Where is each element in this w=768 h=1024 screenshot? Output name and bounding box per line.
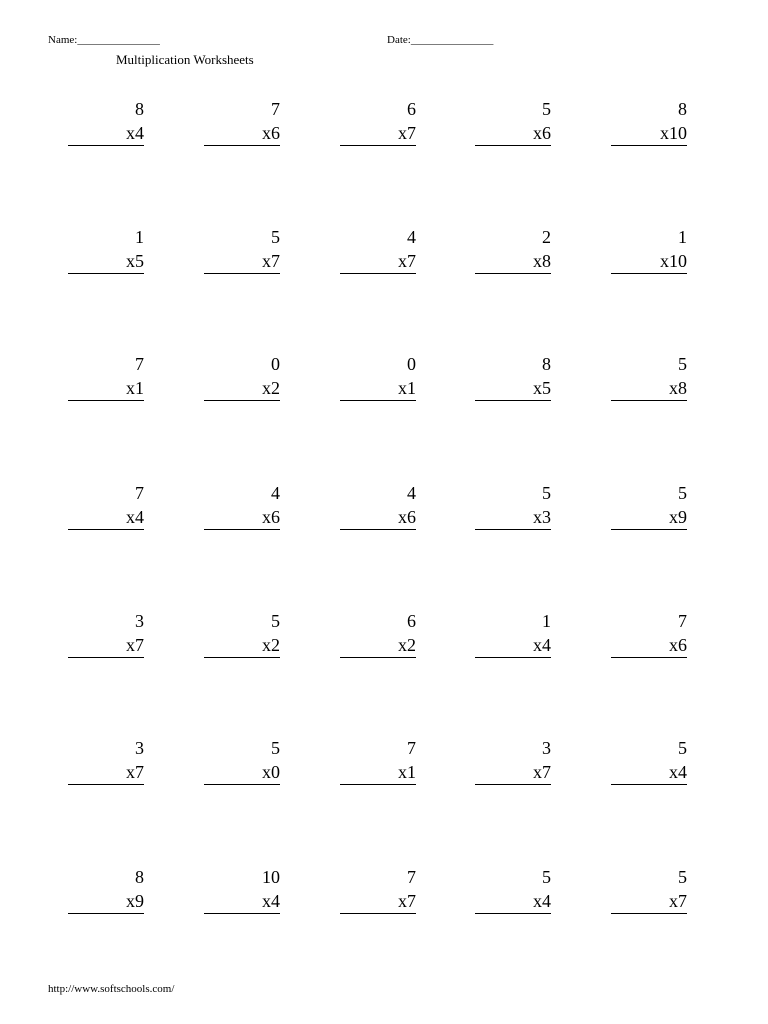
- problem-multiplicand: 4: [407, 483, 416, 503]
- problem-multiplier: x9: [611, 505, 687, 530]
- multiplication-problem: [475, 481, 551, 530]
- multiplication-problem: [340, 97, 416, 146]
- multiplication-problem: [68, 736, 144, 785]
- multiplication-problem: [475, 609, 551, 658]
- problem-multiplicand: 8: [135, 99, 144, 119]
- date-field-label: Date:_______________: [387, 34, 494, 46]
- multiplication-problem: [340, 865, 416, 914]
- problem-multiplier: x6: [340, 505, 416, 530]
- problem-multiplier: x7: [68, 760, 144, 785]
- problem-multiplier: x10: [611, 249, 687, 274]
- multiplication-problem: [611, 865, 687, 914]
- problem-multiplicand: 5: [678, 483, 687, 503]
- problem-multiplier: x4: [475, 633, 551, 658]
- problem-multiplier: x2: [204, 633, 280, 658]
- problem-multiplier: x2: [340, 633, 416, 658]
- problem-multiplicand: 3: [135, 738, 144, 758]
- multiplication-problem: [611, 225, 687, 274]
- problem-multiplicand: 7: [135, 483, 144, 503]
- problem-multiplicand: 5: [271, 738, 280, 758]
- problem-multiplier: x4: [68, 121, 144, 146]
- problem-multiplier: x5: [68, 249, 144, 274]
- problem-multiplicand: 8: [135, 867, 144, 887]
- problem-multiplier: x1: [340, 760, 416, 785]
- problem-multiplier: x6: [475, 121, 551, 146]
- multiplication-problem: [340, 736, 416, 785]
- problem-multiplicand: 3: [542, 738, 551, 758]
- problem-multiplier: x1: [340, 376, 416, 401]
- problem-multiplicand: 7: [678, 611, 687, 631]
- problem-multiplicand: 3: [135, 611, 144, 631]
- problem-multiplicand: 7: [407, 738, 416, 758]
- multiplication-problem: [204, 352, 280, 401]
- multiplication-problem: [611, 352, 687, 401]
- name-field-label: Name:_______________: [48, 34, 160, 46]
- problem-multiplier: x8: [475, 249, 551, 274]
- multiplication-problem: [68, 97, 144, 146]
- problem-multiplicand: 8: [542, 354, 551, 374]
- multiplication-problem: [340, 609, 416, 658]
- multiplication-problem: [68, 352, 144, 401]
- problem-multiplier: x8: [611, 376, 687, 401]
- multiplication-problem: [611, 481, 687, 530]
- problem-multiplicand: 5: [271, 611, 280, 631]
- problem-multiplicand: 2: [542, 227, 551, 247]
- problem-multiplicand: 4: [271, 483, 280, 503]
- problem-multiplier: x7: [340, 889, 416, 914]
- multiplication-problem: [68, 609, 144, 658]
- problem-multiplicand: 0: [407, 354, 416, 374]
- problem-multiplier: x6: [204, 121, 280, 146]
- problem-multiplicand: 1: [678, 227, 687, 247]
- multiplication-problem: [68, 481, 144, 530]
- problem-multiplier: x1: [68, 376, 144, 401]
- problem-multiplier: x6: [204, 505, 280, 530]
- multiplication-problem: [204, 736, 280, 785]
- problem-multiplier: x4: [68, 505, 144, 530]
- problem-multiplier: x7: [204, 249, 280, 274]
- multiplication-problem: [475, 97, 551, 146]
- problem-multiplier: x4: [204, 889, 280, 914]
- problem-multiplier: x7: [475, 760, 551, 785]
- multiplication-problem: [340, 352, 416, 401]
- problem-multiplicand: 5: [678, 738, 687, 758]
- multiplication-problem: [611, 97, 687, 146]
- problem-multiplier: x4: [475, 889, 551, 914]
- problem-multiplicand: 7: [135, 354, 144, 374]
- multiplication-problem: [611, 736, 687, 785]
- problem-multiplier: x5: [475, 376, 551, 401]
- problem-multiplicand: 5: [542, 483, 551, 503]
- problem-multiplier: x7: [340, 121, 416, 146]
- problem-multiplicand: 6: [407, 611, 416, 631]
- problem-multiplicand: 6: [407, 99, 416, 119]
- problem-multiplicand: 8: [678, 99, 687, 119]
- multiplication-problem: [68, 225, 144, 274]
- problem-multiplicand: 5: [678, 867, 687, 887]
- multiplication-problem: [204, 865, 280, 914]
- problem-multiplicand: 5: [678, 354, 687, 374]
- multiplication-problem: [475, 865, 551, 914]
- problem-multiplier: x4: [611, 760, 687, 785]
- multiplication-problem: [475, 736, 551, 785]
- problem-multiplicand: 5: [542, 867, 551, 887]
- problem-multiplicand: 4: [407, 227, 416, 247]
- problem-multiplier: x7: [68, 633, 144, 658]
- problem-multiplicand: 10: [262, 867, 280, 887]
- multiplication-problem: [68, 865, 144, 914]
- multiplication-problem: [340, 481, 416, 530]
- problem-multiplier: x10: [611, 121, 687, 146]
- problem-multiplier: x7: [340, 249, 416, 274]
- problem-multiplier: x7: [611, 889, 687, 914]
- multiplication-problem: [340, 225, 416, 274]
- multiplication-problem: [611, 609, 687, 658]
- problem-multiplicand: 0: [271, 354, 280, 374]
- multiplication-problem: [204, 97, 280, 146]
- problem-multiplicand: 1: [135, 227, 144, 247]
- problem-multiplier: x9: [68, 889, 144, 914]
- problem-multiplier: x6: [611, 633, 687, 658]
- problem-multiplicand: 5: [271, 227, 280, 247]
- multiplication-problem: [475, 352, 551, 401]
- worksheet-title: Multiplication Worksheets: [116, 52, 254, 67]
- footer-url: http://www.softschools.com/: [48, 983, 175, 995]
- problem-multiplicand: 7: [271, 99, 280, 119]
- multiplication-problem: [475, 225, 551, 274]
- problem-multiplier: x3: [475, 505, 551, 530]
- multiplication-problem: [204, 225, 280, 274]
- multiplication-problem: [204, 481, 280, 530]
- problem-multiplier: x0: [204, 760, 280, 785]
- problem-multiplier: x2: [204, 376, 280, 401]
- multiplication-problem: [204, 609, 280, 658]
- problem-multiplicand: 1: [542, 611, 551, 631]
- problem-multiplicand: 7: [407, 867, 416, 887]
- problem-multiplicand: 5: [542, 99, 551, 119]
